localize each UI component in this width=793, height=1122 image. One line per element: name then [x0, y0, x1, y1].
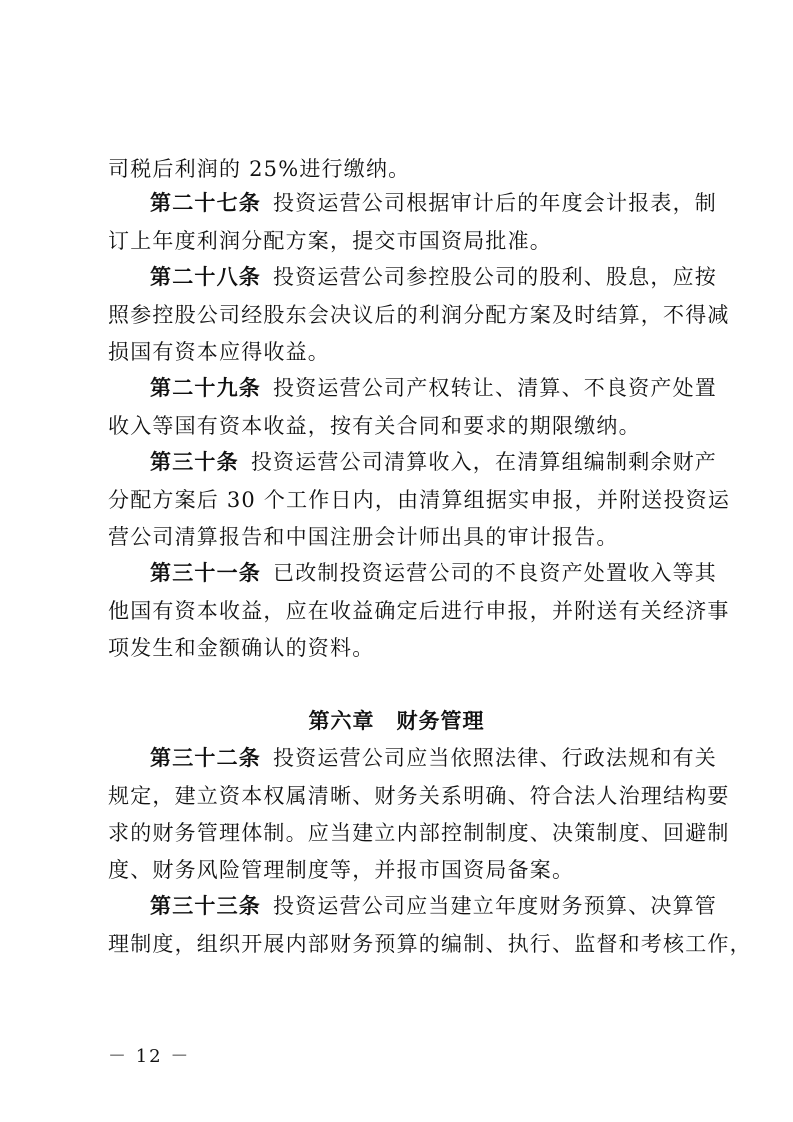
body-text: 项发生和金额确认的资料。	[108, 636, 375, 660]
article-31-line-2	[108, 598, 730, 624]
article-32-line-4	[108, 857, 574, 883]
page-number: － 12 －	[108, 1046, 191, 1067]
body-text: 投资运营公司根据审计后的年度会计报表，制	[273, 191, 717, 215]
article-27-line-2	[108, 228, 552, 254]
article-33-line-2	[108, 931, 752, 957]
chapter-number: 第六章	[308, 709, 375, 733]
body-text: 分配方案后 30 个工作日内，由清算组据实申报，并附送投资运	[108, 488, 731, 512]
body-text: 规定，建立资本权属清晰、财务关系明确、符合法人治理结构要	[108, 784, 730, 808]
body-text: 投资运营公司应当建立年度财务预算、决算管	[273, 894, 717, 918]
body-text: 求的财务管理体制。应当建立内部控制制度、决策制度、回避制	[108, 821, 730, 845]
body-text: 订上年度利润分配方案，提交市国资局批准。	[108, 229, 552, 253]
body-text: 营公司清算报告和中国注册会计师出具的审计报告。	[108, 525, 619, 549]
body-text: 收入等国有资本收益，按有关合同和要求的期限缴纳。	[108, 414, 641, 438]
article-30-line-2	[108, 487, 730, 513]
article-number: 第二十九条	[150, 376, 261, 400]
body-text: 他国有资本收益，应在收益确定后进行申报，并附送有关经济事	[108, 599, 730, 623]
article-31-line-1	[150, 560, 717, 586]
body-text: 司税后利润的 25%进行缴纳。	[108, 157, 411, 181]
article-27-line-1	[150, 190, 717, 216]
article-33-line-1	[150, 893, 717, 919]
article-28-line-2	[108, 302, 730, 328]
body-text: 理制度，组织开展内部财务预算的编制、执行、监督和考核工作，	[108, 932, 752, 956]
article-30-line-1	[150, 449, 717, 475]
article-number: 第三十二条	[150, 746, 261, 770]
article-32-line-3	[108, 820, 730, 846]
body-text: 投资运营公司清算收入，在清算组编制剩余财产	[250, 450, 718, 474]
article-number: 第二十七条	[150, 191, 261, 215]
article-number: 第三十三条	[150, 894, 261, 918]
article-number: 第三十一条	[150, 561, 261, 585]
article-28-line-3	[108, 339, 330, 365]
article-32-line-1	[150, 745, 717, 771]
article-number: 第二十八条	[150, 265, 261, 289]
body-text: 投资运营公司应当依照法律、行政法规和有关	[273, 746, 717, 770]
chapter-heading	[0, 708, 793, 734]
chapter-title: 财务管理	[396, 709, 485, 733]
article-number: 第三十条	[150, 450, 239, 474]
article-28-line-1	[150, 264, 717, 290]
body-text: 损国有资本应得收益。	[108, 340, 330, 364]
body-text: 照参控股公司经股东会决议后的利润分配方案及时结算，不得减	[108, 303, 730, 327]
body-text: 投资运营公司产权转让、清算、不良资产处置	[273, 376, 717, 400]
body-text: 已改制投资运营公司的不良资产处置收入等其	[273, 561, 717, 585]
article-30-line-3	[108, 524, 619, 550]
body-text: 投资运营公司参控股公司的股利、股息，应按	[273, 265, 717, 289]
article-31-line-3	[108, 635, 374, 661]
article-29-line-1	[150, 375, 717, 401]
continuation-line	[108, 156, 410, 182]
article-32-line-2	[108, 783, 730, 809]
body-text: 度、财务风险管理制度等，并报市国资局备案。	[108, 858, 575, 882]
article-29-line-2	[108, 413, 641, 439]
